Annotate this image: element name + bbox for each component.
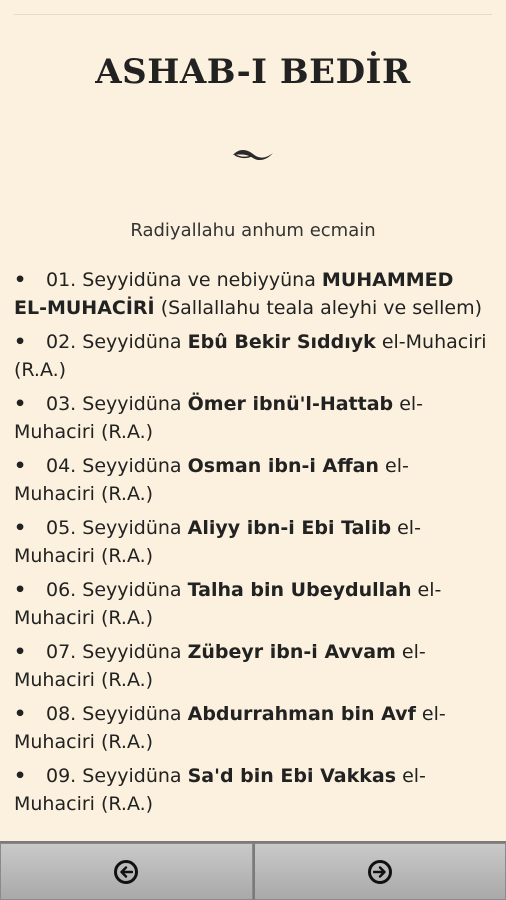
- entry-number: 05.: [46, 517, 77, 539]
- entry-suffix: el-Muhaciri (R.A.): [14, 765, 426, 815]
- list-item: [14, 700, 488, 756]
- entry-name: Abdurrahman bin Avf: [187, 703, 416, 725]
- entry-prefix: Seyyidüna: [82, 331, 182, 353]
- bullet: •: [14, 579, 27, 601]
- entry-number: 03.: [46, 393, 77, 415]
- bullet: •: [14, 455, 27, 477]
- bottom-navigation-bar: [0, 841, 506, 900]
- entry-number: 02.: [46, 331, 77, 353]
- entry-number: 04.: [46, 455, 77, 477]
- bullet: •: [14, 269, 27, 291]
- next-button[interactable]: [253, 843, 506, 900]
- top-divider: [14, 14, 492, 15]
- entry-number: 01.: [46, 269, 77, 291]
- list-item: [14, 638, 488, 694]
- entry-name: Talha bin Ubeydullah: [187, 579, 412, 601]
- entry-suffix: el-Muhaciri (R.A.): [14, 641, 426, 691]
- list-item: [14, 514, 488, 570]
- bullet: •: [14, 765, 27, 787]
- entry-name: MUHAMMED EL-MUHACİRİ: [14, 269, 454, 319]
- entry-prefix: Seyyidüna: [82, 579, 182, 601]
- previous-button[interactable]: [0, 843, 253, 900]
- list-item: [14, 452, 488, 508]
- entry-suffix: el-Muhaciri (R.A.): [14, 455, 409, 505]
- subtitle: Radiyallahu anhum ecmain: [130, 220, 376, 241]
- entry-name: Osman ibn-i Affan: [187, 455, 379, 477]
- list-item: [14, 266, 488, 322]
- bullet: •: [14, 703, 27, 725]
- list-item: [14, 762, 488, 818]
- entry-suffix: el-Muhaciri (R.A.): [14, 331, 487, 381]
- arrow-left-circle-icon: [114, 860, 138, 884]
- entry-prefix: Seyyidüna: [82, 765, 182, 787]
- bullet: •: [14, 641, 27, 663]
- companions-list: [14, 266, 488, 824]
- page-title: ASHAB-I BEDİR: [95, 52, 411, 92]
- entry-number: 07.: [46, 641, 77, 663]
- list-item: [14, 576, 488, 632]
- entry-suffix: (Sallallahu teala aleyhi ve sellem): [160, 297, 483, 319]
- entry-number: 09.: [46, 765, 77, 787]
- entry-name: Zübeyr ibn-i Avvam: [187, 641, 396, 663]
- entry-suffix: el-Muhaciri (R.A.): [14, 703, 446, 753]
- bullet: •: [14, 517, 27, 539]
- bullet: •: [14, 393, 27, 415]
- entry-prefix: Seyyidüna: [82, 641, 182, 663]
- ornament-icon: [231, 146, 275, 164]
- entry-number: 08.: [46, 703, 77, 725]
- entry-prefix: Seyyidüna: [82, 703, 182, 725]
- entry-prefix: Seyyidüna ve nebiyyüna: [82, 269, 316, 291]
- entry-suffix: el-Muhaciri (R.A.): [14, 579, 442, 629]
- entry-prefix: Seyyidüna: [82, 393, 182, 415]
- entry-name: Ömer ibnü'l-Hattab: [187, 393, 394, 415]
- list-item: [14, 328, 488, 384]
- entry-prefix: Seyyidüna: [82, 455, 182, 477]
- entry-suffix: el-Muhaciri (R.A.): [14, 517, 421, 567]
- bullet: •: [14, 331, 27, 353]
- entry-number: 06.: [46, 579, 77, 601]
- entry-name: Aliyy ibn-i Ebi Talib: [187, 517, 392, 539]
- entry-suffix: el-Muhaciri (R.A.): [14, 393, 424, 443]
- entry-name: Sa'd bin Ebi Vakkas: [187, 765, 397, 787]
- entry-name: Ebû Bekir Sıddıyk: [187, 331, 376, 353]
- arrow-right-circle-icon: [368, 860, 392, 884]
- list-item: [14, 390, 488, 446]
- entry-prefix: Seyyidüna: [82, 517, 182, 539]
